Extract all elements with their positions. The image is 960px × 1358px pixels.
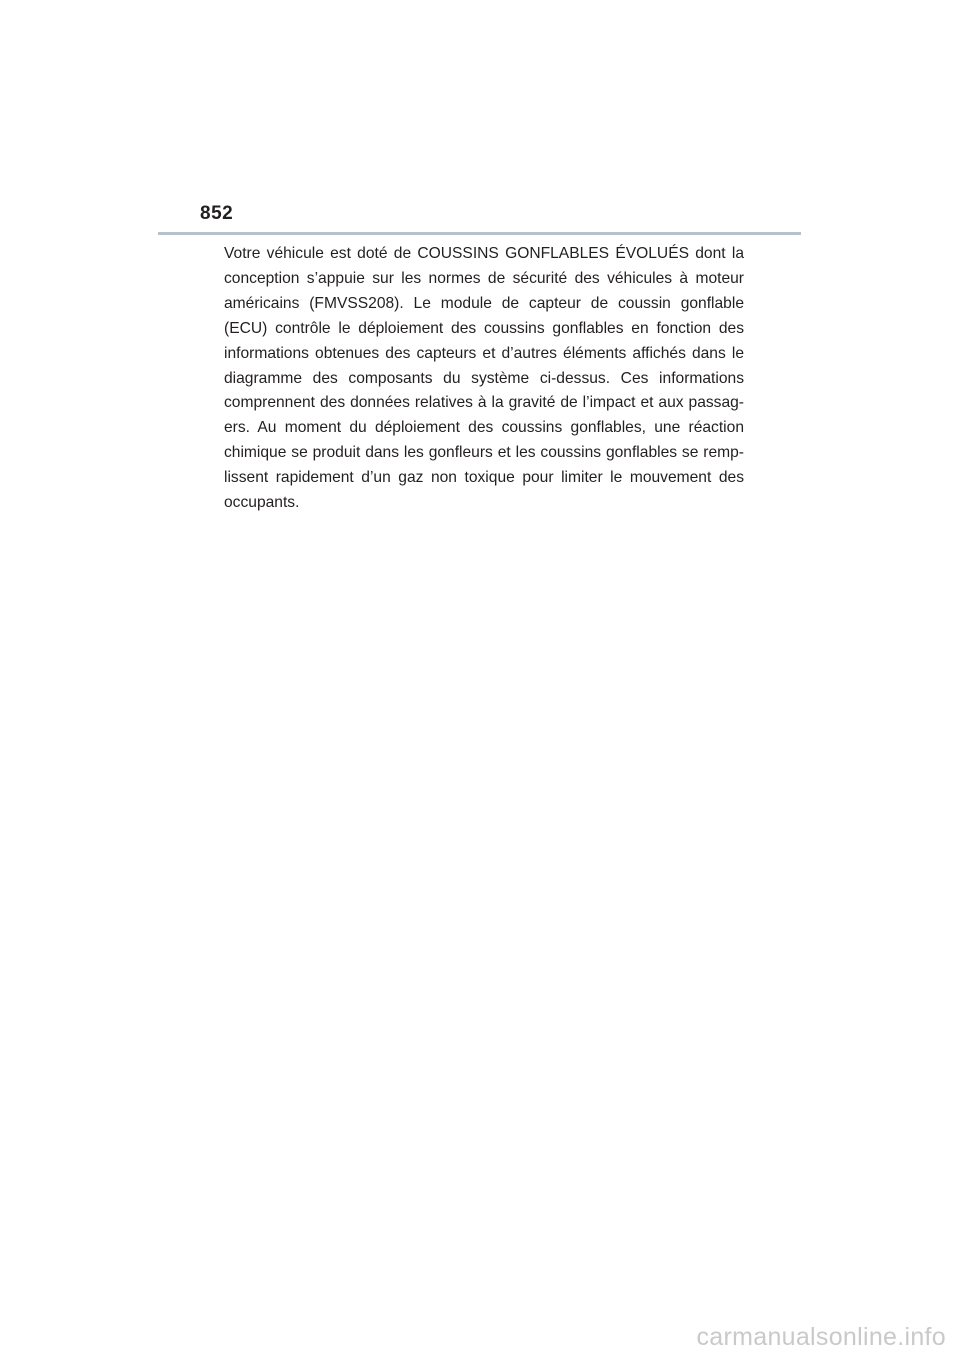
watermark: carmanualsonline.info xyxy=(696,1323,946,1351)
page-number: 852 xyxy=(200,203,234,224)
header-rule xyxy=(158,232,801,235)
body-paragraph: Votre véhicule est doté de COUSSINS GONFLABLES ÉVOLUÉS dont la conception s’appuie sur les normes de sécurité des véhicules à moteur américains (FMVSS208). Le module de capteur de coussin gonflable (ECU) contrôle le déploiement des coussins gonflables en fonction des informations obtenues des capteurs et d’autres éléments affichés dans le diagramme des composants du système ci-dessus. Ces informations comprennent des données relatives à la gravité de l’impact et aux passag-ers. Au moment du déploiement des coussins gonflables, une réaction chimique se produit dans les gonfleurs et les coussins gonflables se remp-lissent rapidement d’un gaz non toxique pour limiter le mouvement des occupants. xyxy=(224,245,744,512)
